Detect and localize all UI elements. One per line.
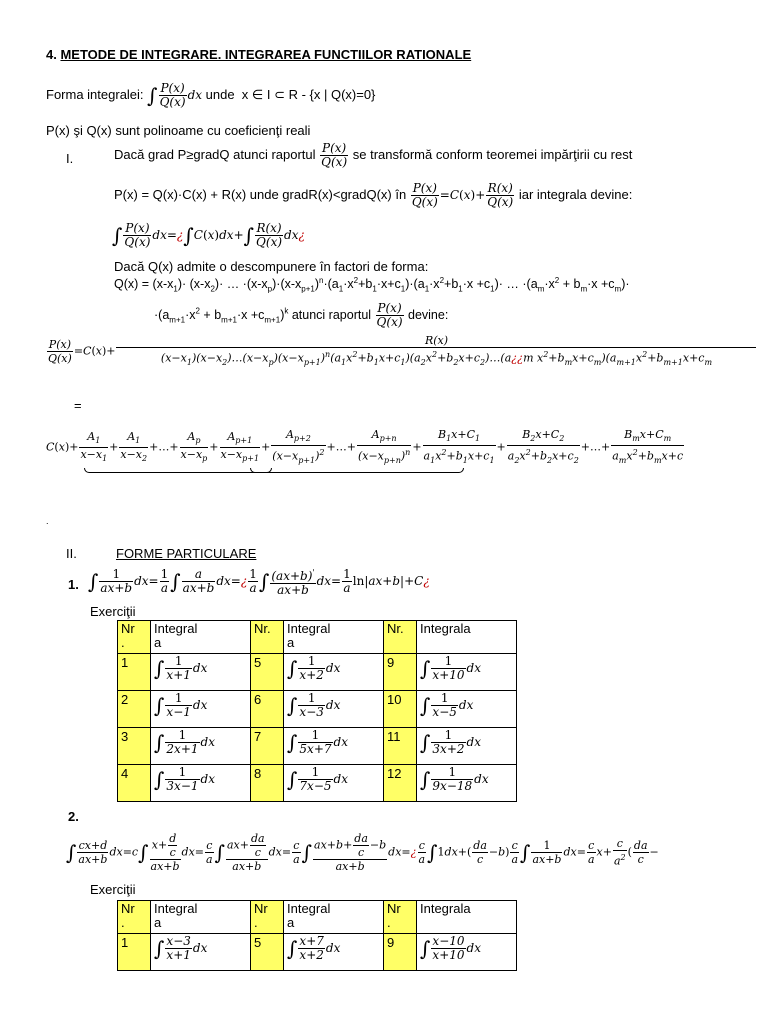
exercise-integral: ∫ $\frac{1}{x-1}$ dx — [151, 691, 251, 728]
line1-text-a: Dacă grad P≥gradQ atunci raportul — [114, 146, 316, 162]
exercise-integral: ∫ $\frac{1}{3x-1}$ dx — [151, 765, 251, 802]
exercise-number: 1 — [118, 934, 151, 971]
table-row — [118, 934, 517, 971]
formula-1: ∫ $\frac{1}{ax+b}$ dx= $\frac{1}{a}$ ∫ $\frac{a}{ax+b}$ dx=¿ $\frac{1}{a}$ ∫ $\frac{(ax+b)'}{ax+b}$ dx= $\frac{1}{a}$ ln|ax+b|+C¿ — [88, 567, 430, 597]
exercise-integral: ∫ $\frac{1}{3x+2}$ dx — [417, 728, 517, 765]
heading-title: METODE DE INTEGRARE. INTEGRAREA FUNCTIILOR RATIONALE — [60, 47, 472, 62]
formula-2: ∫ $\frac{cx+d}{ax+b}$ dx=c∫ x+ $\frac{d}{c}$ ax+b dx= $\frac{c}{a}$ ∫ ax+ $\frac{da}{c}$ ax+b dx= $\frac{c}{a}$ ∫ ax+b+ $\frac{da}{c}$ −b ax+b dx=¿ $\frac{c}{a}$ ∫1dx+( $\frac{da}{c}$ −b) $\frac{c}{a}$ ∫ $\frac{1}{ax+b}$ dx= $\frac{c}{a}$ x+ $\frac{c}{a^2}$ ( $\frac{da}{c}$ − — [66, 832, 659, 873]
exercise-number: 6 — [251, 691, 284, 728]
exercise-integral: ∫ $\frac{1}{x-3}$ dx — [284, 691, 384, 728]
brace-left — [84, 468, 272, 473]
header-nr-3: Nr. — [384, 621, 417, 654]
equals-sign: = — [74, 398, 82, 413]
table-row — [118, 728, 517, 765]
exercise-number: 5 — [251, 654, 284, 691]
exercise-number: 5 — [251, 934, 284, 971]
exercises-table-2 — [117, 900, 517, 971]
table-row — [118, 691, 517, 728]
exercise-number: 9 — [384, 934, 417, 971]
exercise-integral: ∫ $\frac{1}{x+1}$ dx — [151, 654, 251, 691]
exercise-number: 2 — [118, 691, 151, 728]
exercise-integral: ∫ $\frac{1}{x-5}$ dx — [417, 691, 517, 728]
exercise-number: 4 — [118, 765, 151, 802]
header-nr-1: Nr . — [118, 621, 151, 654]
exercise-number: 9 — [384, 654, 417, 691]
section1-line1: Dacă grad P≥gradQ atunci raportul $\frac{P(x)}{Q(x)}$ se transformă conform teoremei impărţirii cu rest — [114, 141, 633, 169]
exercise-integral: ∫ $\frac{1}{9x-18}$ dx — [417, 765, 517, 802]
brace-right — [250, 468, 464, 473]
section-heading — [46, 47, 471, 62]
q-formula-cont: ·(a — [154, 307, 170, 322]
section1-line2: P(x) = Q(x)·C(x) + R(x) unde gradR(x)<gradQ(x) în $\frac{P(x)}{Q(x)}$ =C(x)+ $\frac{R(x)}{Q(x)}$ iar integrala devine: — [114, 181, 633, 209]
becomes-word: devine: — [408, 307, 449, 322]
header-integral-3: Integrala — [417, 621, 517, 654]
form-label: Forma integralei: — [46, 87, 144, 102]
exercise-integral: ∫ $\frac{x-3}{x+1}$ dx — [151, 934, 251, 971]
ratio-word: atunci raportul — [291, 307, 372, 322]
exercises-table-1 — [117, 620, 517, 802]
header-nr-2: Nr. — [251, 621, 284, 654]
line2-text-a: P(x) = Q(x)·C(x) + R(x) unde gradR(x)<gradQ(x) în — [114, 187, 407, 202]
exercises-label-1: Exerciţii — [90, 604, 136, 619]
exercise-number: 10 — [384, 691, 417, 728]
decomposition-formula: $Q(x) = (x-x_1)\cdot (x-x_2)\cdot$ … $\cdot(x-x_p)\cdot(x-x_{p+1})^n\cdot(a_1\cdot x^2+b_1\cdot x+c_1)\cdot(a_1\cdot x^2+b_1\cdot x +c_1)\cdot$ … $\cdot(a_m\cdot x^2 + b_m\cdot x +c_m)\cdot$ — [114, 276, 630, 294]
line2-text-b: iar integrala devine: — [518, 187, 633, 202]
heading-number: 4. — [46, 47, 57, 62]
header-integral-1: Integral a — [151, 621, 251, 654]
table-row — [118, 654, 517, 691]
exercises-label-2: Exerciţii — [90, 882, 136, 897]
header-integral-3: Integrala — [417, 901, 517, 934]
exercise-integral: ∫ $\frac{1}{x+2}$ dx — [284, 654, 384, 691]
exercise-integral: ∫ $\frac{x+7}{x+2}$ dx — [284, 934, 384, 971]
rational-decomposition: $\frac{P(x)}{Q(x)}$ =C(x)+ R(x) $(x-x_1)(x-x_2)\dots(x-x_p)(x-x_{p+1})^n(a_1x^2+b_1x+c_1)(a_2x^2+b_2x+c_2)\dots(a¿¿m$ $x^2+b_mx+c_m)(a_{m+1}x^2+b_{m+1}x+c_m$ — [46, 334, 757, 369]
exercise-integral: ∫ $\frac{x-10}{x+10}$ dx — [417, 934, 517, 971]
partial-fractions: C(x)+ $\frac{A_1}{x-x_1}$ + $\frac{A_1}{x-x_2}$ +…+ $\frac{A_p}{x-x_p}$ + $\frac{A_{p+1}}{x-x_{p+1}}$ + $\frac{A_{p+2}}{(x-x_{p+1})^2}$ +…+ $\frac{A_{p+n}}{(x-x_{p+n})^n}$ + $\frac{B_1x+C_1}{a_1x^2+b_1x+c_1}$ + $\frac{B_2x+C_2}{a_2x^2+b_2x+c_2}$ +…+ $\frac{B_mx+C_m}{a_mx^2+b_mx+c}$ — [46, 428, 684, 466]
q-formula-start: Q(x) = (x-x — [114, 277, 174, 292]
exercise-number: 7 — [251, 728, 284, 765]
exercise-number: 3 — [118, 728, 151, 765]
table-row — [118, 765, 517, 802]
decomposition-formula-cont: $\cdot(a_{m+1}\cdot x^2 + b_{m+1}\cdot x +c_{m+1})^k$ atunci raportul $\frac{P(x)}{Q(x)}$ devine: — [154, 301, 449, 329]
exercise-number: 11 — [384, 728, 417, 765]
section-roman-ii: II. — [66, 546, 77, 561]
exercise-integral: ∫ $\frac{1}{2x+1}$ dx — [151, 728, 251, 765]
header-integral-2: Integral a — [284, 901, 384, 934]
exercise-integral: ∫ $\frac{1}{x+10}$ dx — [417, 654, 517, 691]
domain-text: x ∈ I ⊂ R - {x | Q(x)=0} — [241, 87, 376, 102]
item-1-number: 1. — [68, 577, 79, 592]
decomposition-note: Dacă Q(x) admite o descompunere în factori de forma: — [114, 259, 429, 274]
exercise-integral: ∫ $\frac{1}{7x-5}$ dx — [284, 765, 384, 802]
line1-text-b: se transformă conform teoremei impărţirii cu rest — [352, 146, 633, 162]
header-nr-1: Nr . — [118, 901, 151, 934]
exercise-number: 8 — [251, 765, 284, 802]
header-integral-1: Integral a — [151, 901, 251, 934]
header-integral-2: Integral a — [284, 621, 384, 654]
integral-formula: ∫ $\frac{P(x)}{Q(x)}$ dx=¿∫C(x)dx+∫ $\frac{R(x)}{Q(x)}$ dx¿ — [112, 221, 305, 249]
polynomial-note: P(x) şi Q(x) sunt polinoame cu coeficienţi reali — [46, 123, 311, 138]
stray-dot: . — [46, 516, 49, 526]
exercise-integral: ∫ $\frac{1}{5x+7}$ dx — [284, 728, 384, 765]
header-nr-3: Nr . — [384, 901, 417, 934]
where-word: unde — [205, 87, 235, 102]
section2-title: FORME PARTICULARE — [116, 546, 257, 561]
item-2-number: 2. — [68, 809, 79, 824]
section-roman-i: I. — [66, 151, 74, 166]
exercise-number: 12 — [384, 765, 417, 802]
header-nr-2: Nr . — [251, 901, 284, 934]
integral-form-line: Forma integralei: ∫ $\frac{P(x)}{Q(x)}$ dx unde x ∈ I ⊂ R - {x | Q(x)=0} — [46, 81, 376, 109]
exercise-number: 1 — [118, 654, 151, 691]
